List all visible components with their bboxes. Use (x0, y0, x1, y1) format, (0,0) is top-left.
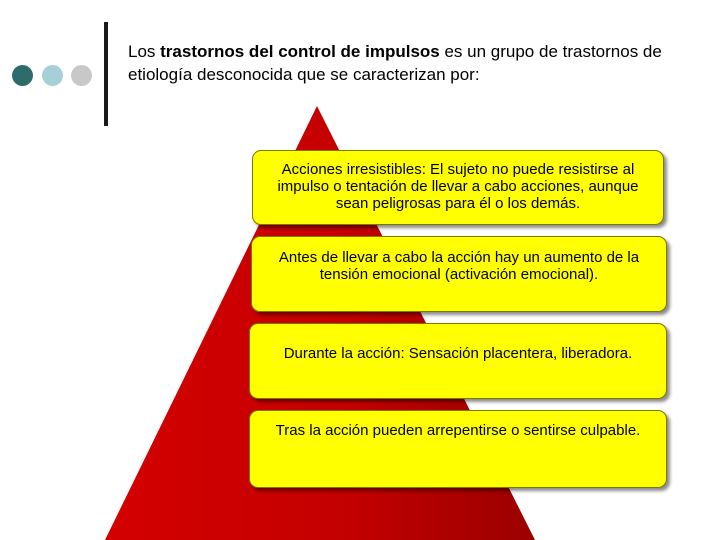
pyramid-box-4: Tras la acción pueden arrepentirse o sentirse culpable. (249, 410, 667, 488)
intro-text-start: Los (128, 42, 161, 61)
pyramid-box-2: Antes de llevar a cabo la acción hay un aumento de la tensión emocional (activación emocional). (251, 236, 667, 312)
pyramid-box-1: Acciones irresistibles: El sujeto no puede resistirse al impulso o tentación de llevar a cabo acciones, aunque sean peligrosas para él o los demás. (252, 150, 664, 225)
pyramid-box-3: Durante la acción: Sensación placentera, liberadora. (249, 323, 667, 399)
intro-text-end: es un grupo de trastornos de etiología desconocida que se caracterizan por: (128, 42, 662, 84)
intro-text-bold: trastornos del control de impulsos (160, 42, 440, 61)
